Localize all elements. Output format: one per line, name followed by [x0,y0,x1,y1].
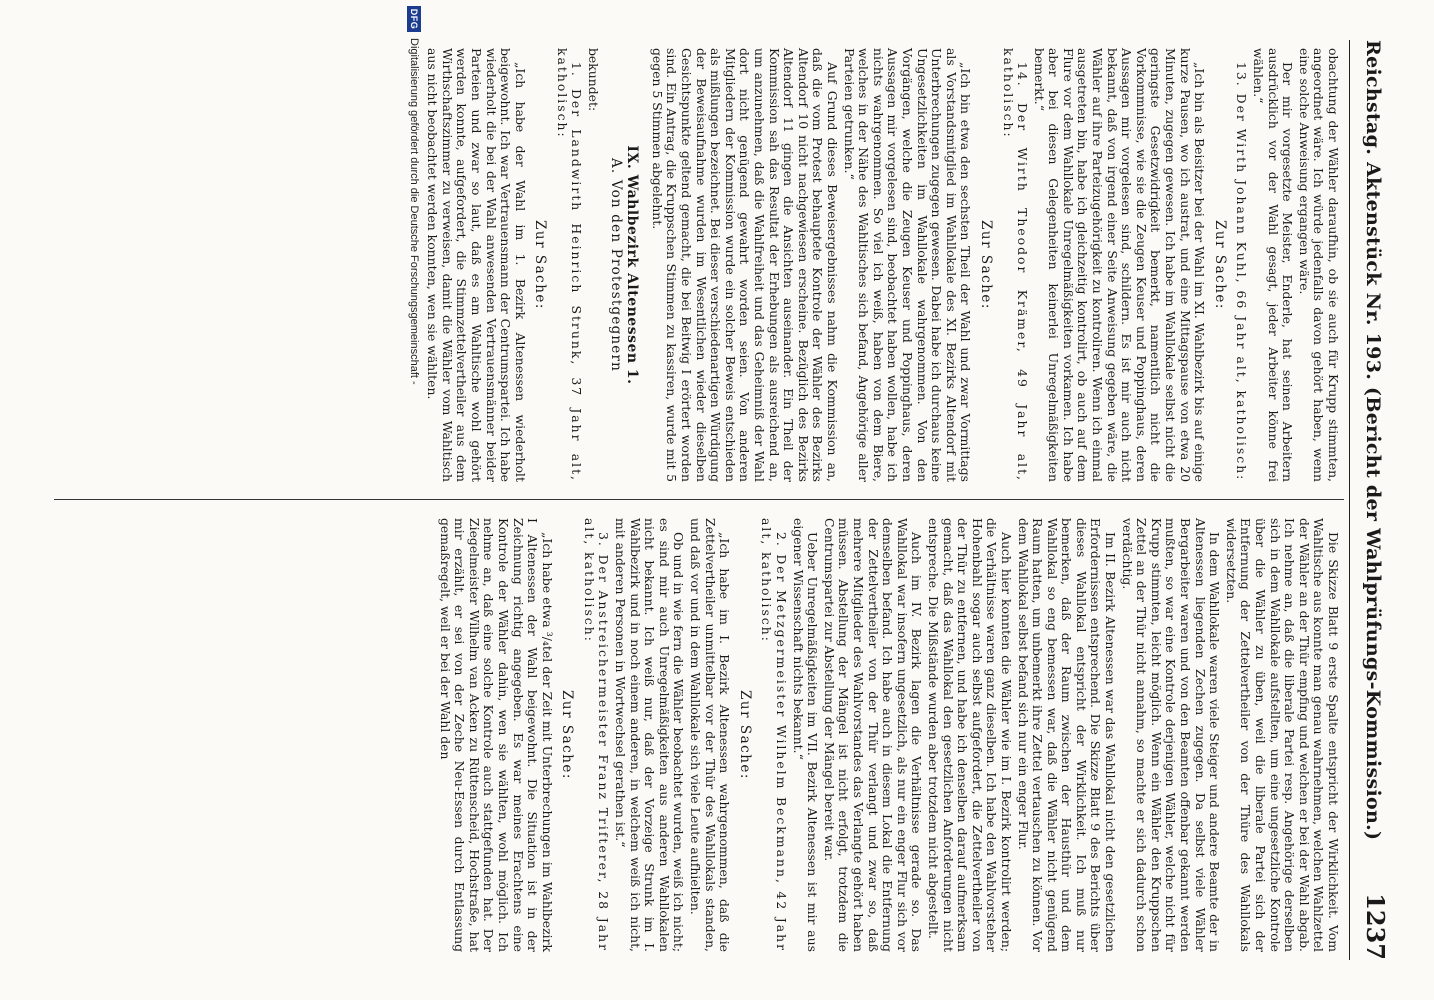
right-column [435,518,1340,952]
subsection-heading: A. Von den Protestgegnern [607,157,624,373]
section-heading: IX. Wahlbezirk Altenessen 1. [624,145,641,385]
digitization-note: Digitalisierung gefördert durch die Deutsche Forschungsgemeinschaft - [408,38,420,385]
dfg-logo-icon: DFG [407,6,421,32]
header-rule [1349,40,1350,960]
testimony-paragraph: „Ich habe im I. Bezirk Altenessen wahrgenommen, daß die Zettelvertheiler unmittelbar vor der Thür des Wahllokals standen, und daß vor und in dem Wahllokale sich viele Leute aufhielten. [688,518,733,952]
paragraph: In dem Wahllokale waren viele Steiger und andere Beamte der in Altenessen liegenden Zechen zugegen. Da selbst viele Wähler Bergarbeiter waren und von den Beamten offenbar gekannt werden mußten, so war eine Kontrole derjenigen Wähler, welche nicht für Krupp stimmten, leicht möglich. Wenn ein Wähler den Kruppschen Zettel an der Thür nicht annahm, so machte er sich dadurch schon verdächtig. [1119,518,1223,952]
page-header [1356,40,1390,960]
witness-heading: 3. Der Anstreichermeister Franz Trifterer, 28 Jahr alt, katholisch: [581,518,612,952]
zur-sache-heading: Zur Sache: [532,220,549,310]
zur-sache-heading: Zur Sache: [977,220,994,310]
witness-heading: 2. Der Metzgermeister Wilhelm Beckmann, 42 Jahr alt, katholisch: [759,518,790,952]
commission-paragraph: Auf Grund dieses Beweisergebnisses nahm die Kommission an, daß die vom Protest behauptete Kontrole der Wähler des Bezirks Altendorf 10 nicht nachgewiesen erscheine. Bezüglich des Bezirks Altendorf 11 gingen die Ansichten auseinander. Ein Theil der Kommission sah das Resultat der Erhebungen als ausreichend an, um anzunehmen, daß die Wahlfreiheit und das Geheimniß der Wahl dort nicht genügend gewahrt worden seien. Von anderen Mitgliedern der Kommission wurde ein solcher Beweis entschieden als mißlungen bezeichnet. Bei dieser verschiedenartigen Würdigung der Beweisaufnahme wurden im Wesentlichen wieder dieselben Gesichtspunkte geltend gemacht, die bei Beitwig I erörtert worden sind. Ein Antrag, die Kruppschen Stimmen zu kassiren, wurde mit 5 gegen 5 Stimmen abgelehnt. [649,48,840,482]
testimony-paragraph: „Ich bin etwa den sechsten Theil der Wahl und zwar Vormittags als Vorstandsmitglied im Wahllokale des XI. Bezirks Altendorf mit Unterbrechungen zugegen gewesen. Dabei habe ich durchaus keine Ungesetzlichkeiten im Wahllokale wahrgenommen. Von den Vorgängen, welche die Zeugen Keuser und Poppinghaus, deren Aussagen mir vorgelesen sind, beobachtet haben wollen, habe ich nichts wahrgenommen. So viel ich weiß, haben von dem Biere, welches in der Nähe des Wahltisches sich befand, Angehörige aller Parteien getrunken.“ [841,48,974,482]
running-head: Reichstag. Aktenstück Nr. 193. (Bericht der Wahlprüfungs-Kommission.) [1362,40,1384,841]
witness-heading: 1. Der Landwirth Heinrich Strunk, 37 Jahr alt, katholisch: [554,48,585,482]
testimony-paragraph: „Ich habe der Wahl im 1. Bezirk Altenessen wiederholt beigewohnt. Ich war Vertrauensmann der Centrumspartei. Ich habe wiederholt die bei der Wahl anwesenden Vertrauensmänner beider Parteien und zwar so laut, daß es am Wahltische wohl gehört werden konnte, aufgefordert, die Stimmzettelvertheiler aus dem Wirthschaftszimmer zu verweisen, damit die Wähler vom Wahltisch aus nicht beobachtet werden konnten, wen sie wählten. [425,48,528,482]
column-divider [54,499,1344,500]
testimony-paragraph: „Ich habe etwa ³/₄tel der Zeit mit Unterbrechungen im Wahlbezirk I Altenessen der Wahl beigewohnt. Die Situation ist in der Zeichnung richtig angegeben. Es war meines Erachtens eine Kontrole der Wähler dahin, wen sie wählten, wohl möglich. Ich nehme an, daß eine solche Kontrole auch stattgefunden hat. Der Ziegelmeister Wilhelm van Acken zu Rüttenscheid, Hochstraße, hat mir erzählt, er sei von der Zeche Neu-Essen durch Entlassung gemaßregelt, weil er bei der Wahl den [437,518,555,952]
paragraph: Ueber Unregelmäßigkeiten im VII. Bezirk Altenessen ist mir aus eigener Wissenschaft nichts bekannt.“ [790,518,821,952]
witness-heading: 14. Der Wirth Theodor Krämer, 49 Jahr alt, katholisch: [1000,48,1031,482]
left-column [423,48,1340,482]
testimony-paragraph: Ob und in wie fern die Wähler beobachtet wurden, weiß ich nicht; es sind mir auch Unregelmäßigkeiten aus anderen Wahllokalen nicht bekannt. Ich weiß nur, daß der Vorzeige Strunk im I. Wahlbezirk und in noch einem anderen, in welchem weiß ich nicht, mit anderen Personen in Wortwechsel gerathen ist.“ [613,518,687,952]
testimony-paragraph: „Ich bin als Beisitzer bei der Wahl im XI. Wahlbezirk bis auf einige kurze Pausen, wo ich austrat, und eine Mittagspause von etwa 20 Minuten, zugegen gewesen. Ich habe im Wahllokale selbst nicht die geringste Gesetzwidrigkeit bemerkt, namentlich nicht die Vorkommnisse, wie sie die Zeugen Keuser und Poppinghaus, deren Aussagen mir vorgelesen sind, schildern. Es ist mir auch nicht bekannt, daß von irgend einer Seite Anweisung gegeben wäre, die Wähler auf ihre Parteizugehörigkeit zu kontroliren. Wenn ich einmal ausgetreten bin, habe ich gleichzeitig kontrolirt, ob auch auf dem Flure vor dem Wahllokale Unregelmäßigkeiten vorkamen. Ich habe aber bei diesen Gelegenheiten keinerlei Unregelmäßigkeiten bemerkt.“ [1031,48,1208,482]
zur-sache-heading: Zur Sache: [559,690,576,780]
paragraph: Der mir vorgesetzte Meister, Enderle, hat seinen Arbeitern ausdrücklich vor der Wahl gesagt, jeder Arbeiter könne frei wählen.“ [1251,48,1296,482]
paragraph: Auch hier konnten die Wähler wie im I. Bezirk kontrolirt werden; die Verhältnisse waren ganz dieselben. Ich habe den Wahlvorsteher Hohenbahl sogar auch selbst aufgefordert, die Zettelvertheiler von der Thür zu entfernen, und habe ich denselben darauf aufmerksam gemacht, daß das Wahllokal den gesetzlichen Anforderungen nicht entspreche. Die Mißstände wurden aber trotzdem nicht abgestellt. [925,518,1014,952]
paragraph: Auch im IV. Bezirk lagen die Verhältnisse gerade so. Das Wahllokal war insofern ungesetzlich, als nur ein enger Flur sich vor demselben befand. Ich habe auch in diesem Lokal die Entfernung der Zettelvertheiler von der Thür verlangt und zwar so, daß mehrere Mitglieder des Wahlvorstandes das Verlangte gehört haben müssen. Abstellung der Mängel ist nicht erfolgt, trotzdem die Centrumspartei zur Abstellung der Mängel bereit war. [821,518,925,952]
page-number: 1237 [1361,893,1390,960]
paragraph: obachtung der Wähler daraufhin, ob sie auch für Krupp stimmten, angeordnet wäre. Ich würde jedenfalls davon gehört haben, wenn eine solche Anweisung ergangen wäre. [1296,48,1341,482]
paragraph: bekundet: [586,48,602,112]
rotated-document-sheet [32,0,1402,1000]
paragraph: Im II. Bezirk Altenessen war das Wahllokal nicht den gesetzlichen Erfordernissen entsprechend. Die Skizze Blatt 9 des Berichts über dieses Wahllokal entspricht der Wirklichkeit. Ich muß nur bemerken, daß der Raum zwischen der Hausthür und dem Wahllokal so eng bemessen war, daß die Wähler nicht genügend Raum hatten, um unbemerkt ihre Zettel vertauschen zu können. Vor dem Wahllokal selbst befand sich nur ein enger Flur. [1015,518,1119,952]
paragraph: Die Skizze Blatt 9 erste Spalte entspricht der Wirklichkeit. Vom Wahltische aus konnte man genau wahrnehmen, welchen Wahlzettel der Wähler an der Thür empfing und welchen er bei der Wahl abgab. Ich nehme an, daß die liberale Partei resp. Angehörige derselben sich in dem Wahllokale aufstellten, um eine ungesetzliche Kontrole über die Wähler zu üben, weil die liberale Partei sich der Entfernung der Zettelvertheiler von der Thüre des Wahllokals widersetzten. [1223,518,1341,952]
zur-sache-heading: Zur Sache: [1211,220,1228,310]
zur-sache-heading: Zur Sache: [736,690,753,780]
digitization-footer [404,0,424,1000]
witness-heading: 13. Der Wirth Johann Kuhl, 66 Jahr alt, katholisch: [1234,62,1250,482]
